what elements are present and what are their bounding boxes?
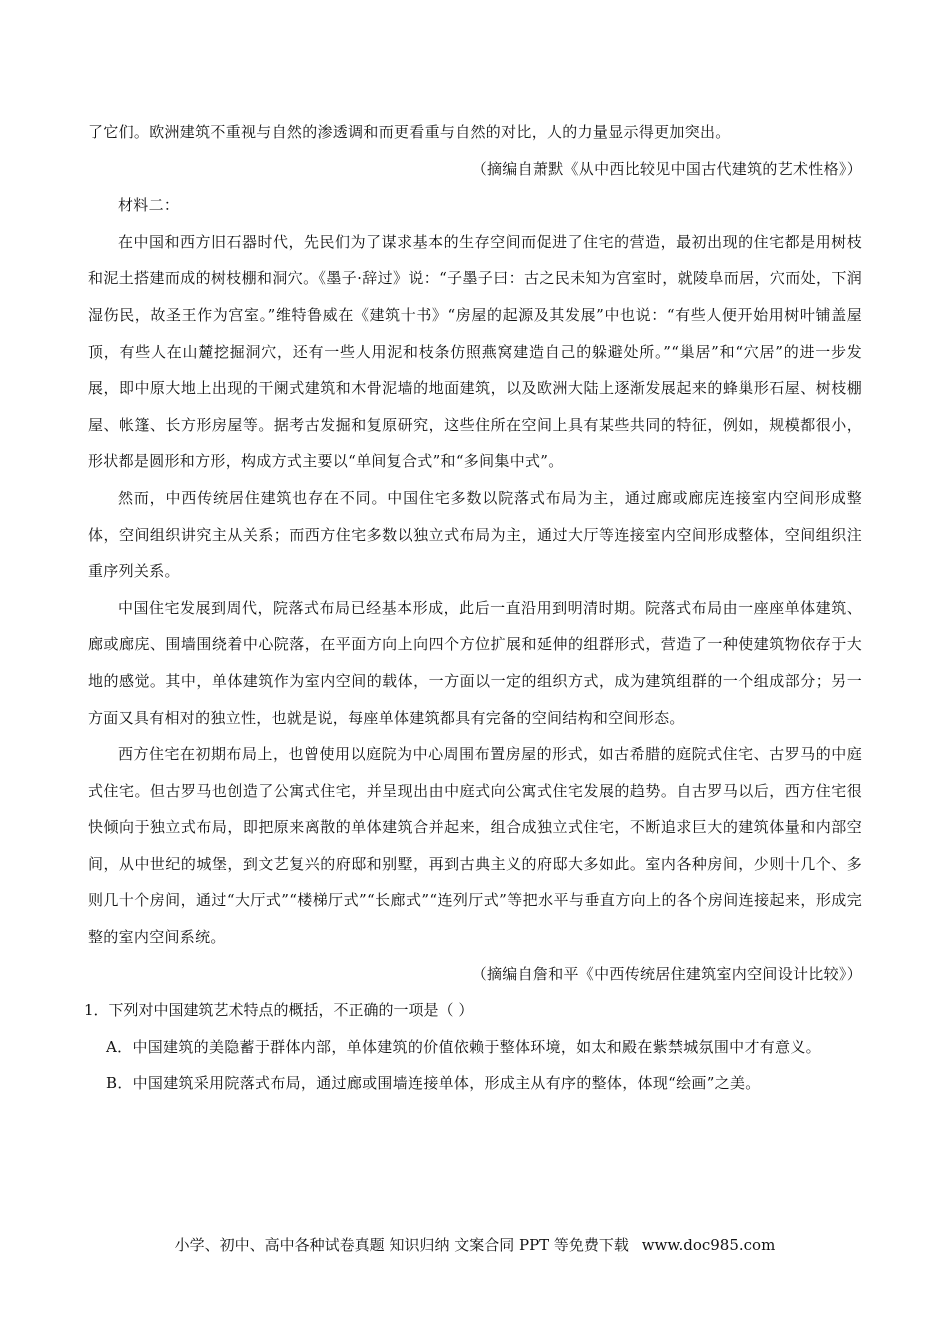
question-number: 1．: [84, 1001, 109, 1020]
material2-paragraph-2: 然而，中西传统居住建筑也存在不同。中国住宅多数以院落式布局为主，通过廊或廊庑连接室内空间形成整体，空间组织讲究主从关系；而西方住宅多数以独立式布局为主，通过大厅等连接室内空间形成整体，空间组织注重序列关系。: [88, 488, 862, 581]
footer-site-link[interactable]: www.doc985.com: [641, 1236, 776, 1254]
material-heading: 材料二：: [118, 196, 180, 215]
source-citation-1: （摘编自萧默《从中西比较见中国古代建筑的艺术性格》）: [471, 159, 862, 178]
option-b-label: B．: [106, 1074, 133, 1093]
option-a-label: A．: [106, 1037, 133, 1056]
material2-paragraph-4: 西方住宅在初期布局上，也曾使用以庭院为中心周围布置房屋的形式，如古希腊的庭院式住宅、古罗马的中庭式住宅。但古罗马也创造了公寓式住宅，并呈现出由中庭式向公寓式住宅发展的趋势。自古罗马以后，西方住宅很快倾向于独立式布局，即把原来离散的单体建筑合并起来，组合成独立式住宅，不断追求巨大的建筑体量和内部空间，从中世纪的城堡，到文艺复兴的府邸和别墅，再到古典主义的府邸大多如此。室内各种房间，少则十几个、多则几十个房间，通过“大厅式”“楼梯厅式”“长廊式”“连列厅式”等把水平与垂直方向上的各个房间连接起来，形成完整的室内空间系统。: [88, 745, 862, 947]
material2-paragraph-1: 在中国和西方旧石器时代，先民们为了谋求基本的生存空间而促进了住宅的营造，最初出现的住宅都是用树枝和泥土搭建而成的树枝棚和洞穴。《墨子·辞过》说：“子墨子曰：古之民未知为宫室时，就陵阜而居，穴而处，下润湿伤民，故圣王作为宫室。”维特鲁威在《建筑十书》“房屋的起源及其发展”中也说：“有些人便开始用树叶铺盖屋顶，有些人在山麓挖掘洞穴，还有一些人用泥和枝条仿照燕窝建造自己的躲避处所。”“巢居”和“穴居”的进一步发展，即中原大地上出现的干阑式建筑和木骨泥墙的地面建筑，以及欧洲大陆上逐渐发展起来的蜂巢形石屋、树枝棚屋、帐篷、长方形房屋等。据考古发掘和复原研究，这些住所在空间上具有某些共同的特征，例如，规模都很小，形状都是圆形和方形，构成方式主要以“单间复合式”和“多间集中式”。: [88, 232, 862, 471]
source-citation-2: （摘编自詹和平《中西传统居住建筑室内空间设计比较》）: [471, 964, 862, 983]
paragraph-continued: 了它们。欧洲建筑不重视与自然的渗透调和而更看重与自然的对比，人的力量显示得更加突出。: [88, 123, 731, 141]
option-b: [97, 1065, 862, 1102]
option-b-text: 中国建筑采用院落式布局，通过廊或围墙连接单体，形成主从有序的整体，体现“绘画”之美。: [132, 1074, 761, 1093]
document-body: [84, 114, 862, 1102]
material2-paragraph-3: 中国住宅发展到周代，院落式布局已经基本形成，此后一直沿用到明清时期。院落式布局由一座座单体建筑、廊或廊庑、围墙围绕着中心院落，在平面方向上向四个方位扩展和延伸的组群形式，营造了一种使建筑物依存于大地的感觉。其中，单体建筑作为室内空间的载体，一方面以一定的组织方式，成为建筑组群的一个组成部分；另一方面又具有相对的独立性，也就是说，每座单体建筑都具有完备的空间结构和空间形态。: [88, 598, 862, 727]
option-a-text: 中国建筑的美隐蓄于群体内部，单体建筑的价值依赖于整体环境，如太和殿在紫禁城氛围中才有意义。: [132, 1037, 821, 1056]
question-stem: [84, 992, 862, 1029]
option-a: [97, 1029, 862, 1066]
question-text: 下列对中国建筑艺术特点的概括，不正确的一项是（ ）: [108, 1001, 474, 1020]
footer-text: 小学、初中、高中各种试卷真题 知识归纳 文案合同 PPT 等免费下载: [174, 1236, 629, 1254]
page-footer: [0, 1234, 950, 1255]
